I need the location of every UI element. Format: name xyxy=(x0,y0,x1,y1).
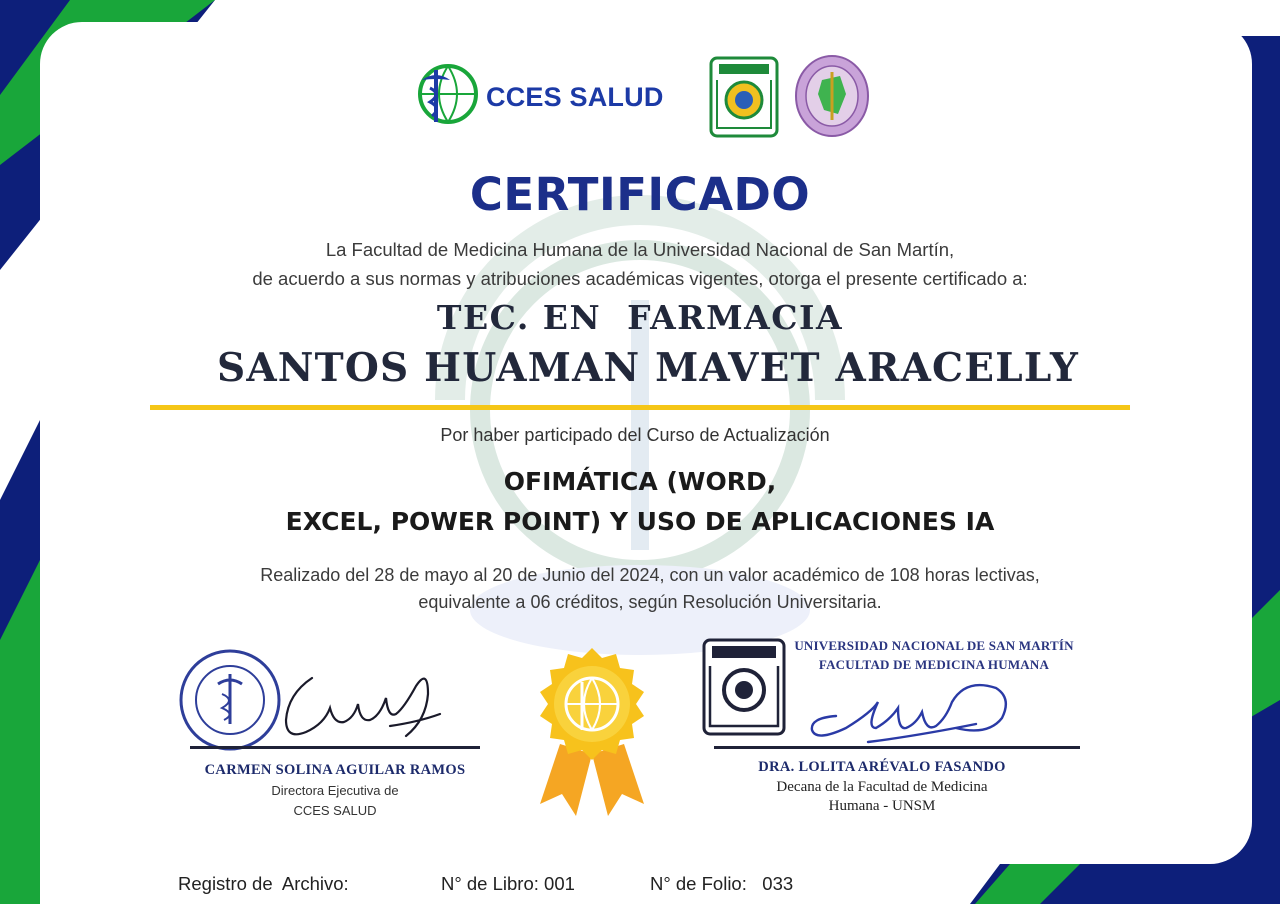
unsm-stamp-icon xyxy=(702,638,786,736)
course-details xyxy=(0,562,1280,616)
left-handwritten-signature xyxy=(278,664,448,748)
course-line-2: EXCEL, POWER POINT) Y USO DE APLICACIONES IA xyxy=(285,507,995,536)
right-signer-name: DRA. LOLITA ARÉVALO FASANDO xyxy=(758,759,1006,775)
intro-line-2: de acuerdo a sus normas y atribuciones académicas vigentes, otorga el presente certificado a: xyxy=(252,268,1028,289)
intro-line-1: La Facultad de Medicina Humana de la Universidad Nacional de San Martín, xyxy=(325,239,955,260)
institution-line-1: UNIVERSIDAD NACIONAL DE SAN MARTÍN xyxy=(794,638,1074,653)
right-signature-line xyxy=(714,746,1080,749)
course-line-1: OFIMÁTICA (WORD, xyxy=(503,467,777,496)
right-signer-role xyxy=(722,778,1042,816)
intro-text xyxy=(0,235,1280,293)
unsm-institution xyxy=(786,636,1082,674)
cces-gerencia-stamp xyxy=(178,648,282,752)
recipient-profession: TEC. EN FARMACIA xyxy=(436,298,844,337)
gold-seal-medal xyxy=(520,644,664,824)
faculty-seal-icon xyxy=(794,54,870,138)
details-line-1: Realizado del 28 de mayo al 20 de Junio del 2024, con un valor académico de 108 horas lectivas, xyxy=(260,565,1040,585)
details-line-2: equivalente a 06 créditos, según Resolución Universitaria. xyxy=(418,592,882,612)
left-signer-name: CARMEN SOLINA AGUILAR RAMOS xyxy=(204,762,466,778)
course-name xyxy=(0,462,1280,542)
course-intro: Por haber participado del Curso de Actualización xyxy=(440,425,830,445)
gold-divider xyxy=(150,405,1130,410)
registry-folio-number: N° de Folio: 033 xyxy=(650,873,794,894)
registry-archivo-label: Registro de Archivo: xyxy=(178,873,349,894)
right-handwritten-signature xyxy=(806,672,1016,752)
registry-book-number: N° de Libro: 001 xyxy=(441,873,575,894)
cces-logo-icon xyxy=(408,58,480,130)
right-role-line-1: Decana de la Facultad de Medicina xyxy=(776,779,988,795)
left-role-line-2: CCES SALUD xyxy=(293,803,377,818)
left-signature-line xyxy=(190,746,480,749)
right-role-line-2: Humana - UNSM xyxy=(828,798,936,814)
unsm-seal-icon xyxy=(709,56,779,138)
certificate-title: CERTIFICADO xyxy=(469,168,811,221)
left-signer-role xyxy=(180,781,490,821)
recipient-name: SANTOS HUAMAN MAVET ARACELLY xyxy=(216,345,1080,391)
left-role-line-1: Directora Ejecutiva de xyxy=(271,783,399,798)
institution-line-2: FACULTAD DE MEDICINA HUMANA xyxy=(818,657,1050,672)
brand-name: CCES SALUD xyxy=(486,82,664,112)
